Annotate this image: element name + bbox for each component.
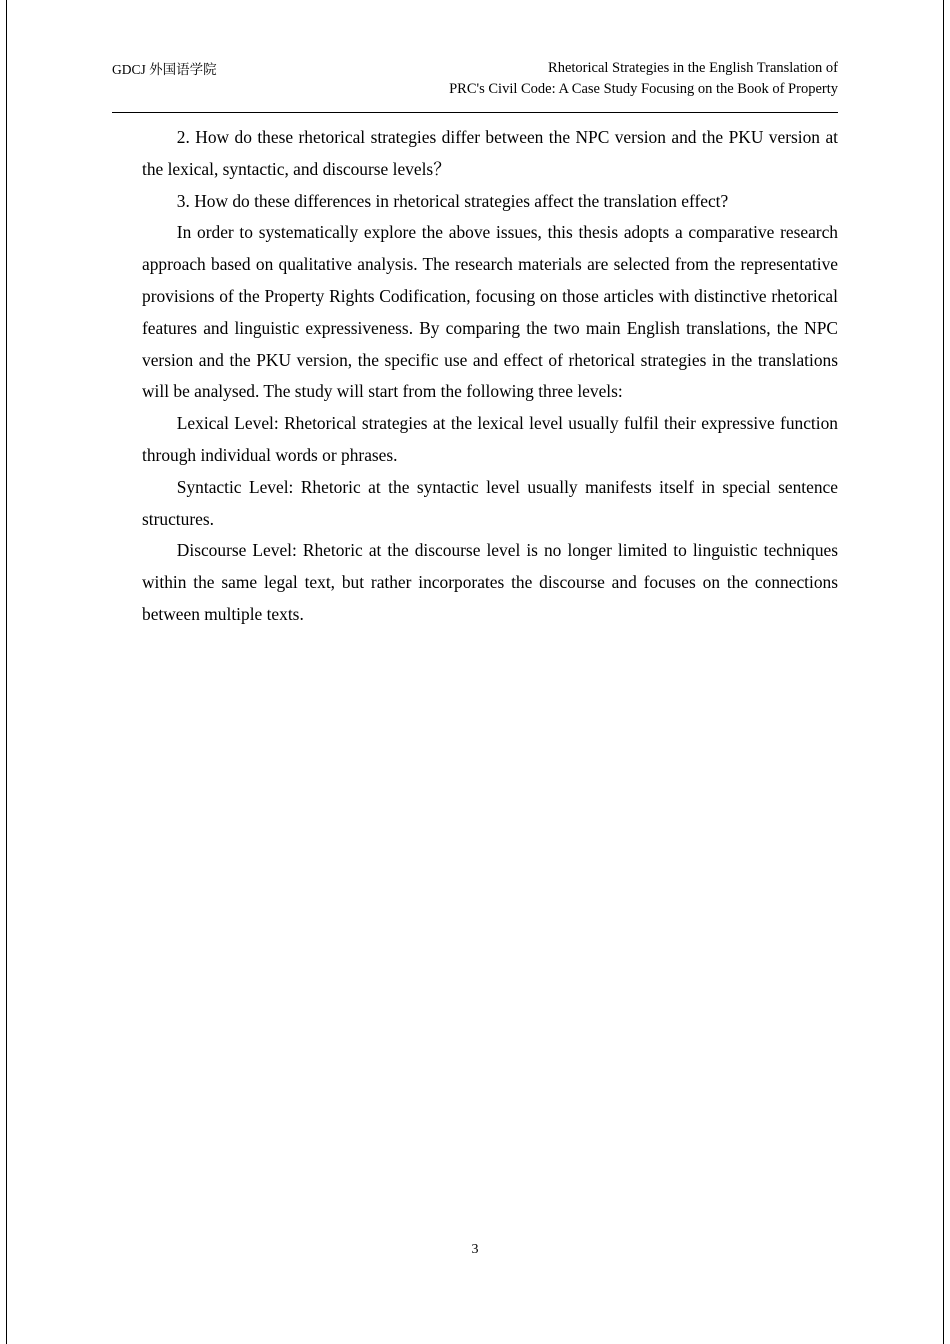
header-title: [449, 58, 838, 100]
header-title-line1: Rhetorical Strategies in the English Translation of: [548, 60, 838, 76]
page-number: 3: [471, 1242, 479, 1257]
header-institution: GDCJ 外国语学院: [112, 62, 217, 77]
paragraph: Discourse Level: Rhetoric at the discourse level is no longer limited to linguistic techniques within the same legal text, but rather incorporates the discourse and focuses on the connections between multiple texts.: [142, 540, 838, 624]
page-border-right: [943, 0, 944, 1344]
document-body: [142, 122, 838, 631]
paragraph: Syntactic Level: Rhetoric at the syntactic level usually manifests itself in special sentence structures.: [142, 476, 838, 529]
paragraph: 3. How do these differences in rhetorical strategies affect the translation effect?: [176, 190, 729, 211]
header-title-line2: PRC's Civil Code: A Case Study Focusing on the Book of Property: [449, 81, 838, 97]
page-header: [112, 58, 838, 114]
paragraph: Lexical Level: Rhetorical strategies at the lexical level usually fulfil their expressive function through individual words or phrases.: [142, 413, 838, 465]
paragraph: In order to systematically explore the above issues, this thesis adopts a comparative research approach based on qualitative analysis. The research materials are selected from the representative provisions of the Property Rights Codification, focusing on those articles with distinctive rhetorical features and linguistic expressiveness. By comparing the two main English translations, the NPC version and the PKU version, the specific use and effect of rhetorical strategies in the translations will be analysed. The study will start from the following three levels:: [142, 222, 838, 402]
header-divider: [112, 112, 838, 113]
paragraph: 2. How do these rhetorical strategies differ between the NPC version and the PKU version at the lexical, syntactic, and discourse levels？: [142, 127, 838, 179]
page-border-left: [6, 0, 7, 1344]
